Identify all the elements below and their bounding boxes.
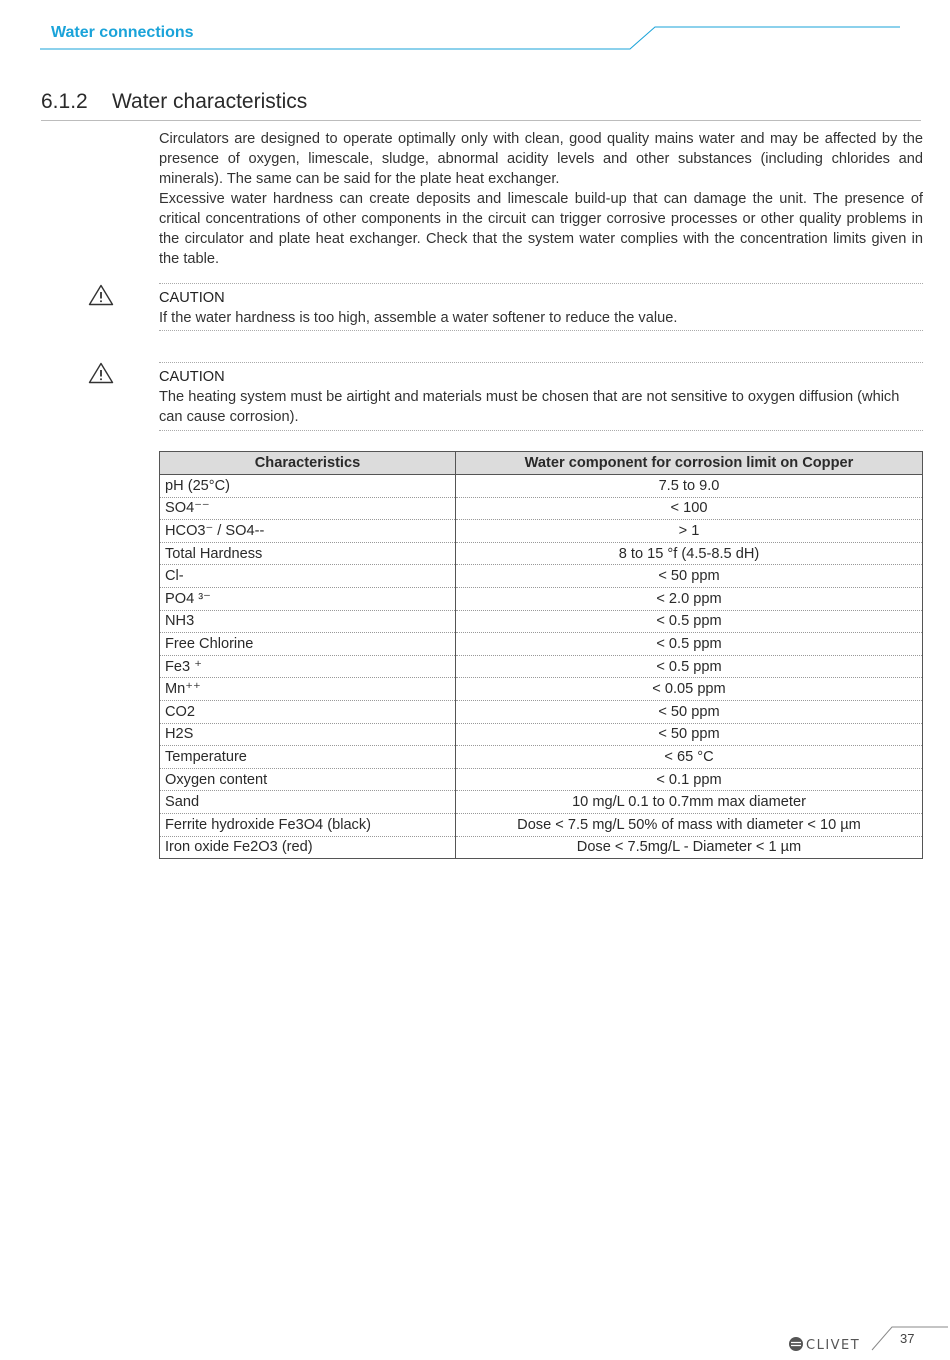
cell-limit: < 0.5 ppm xyxy=(456,655,923,678)
section-title: Water characteristics xyxy=(112,90,308,113)
cell-characteristic: SO4⁻⁻ xyxy=(160,497,456,520)
table-row xyxy=(160,520,923,543)
table-row xyxy=(160,655,923,678)
table-row xyxy=(160,700,923,723)
cell-limit: < 65 °C xyxy=(456,746,923,769)
cell-limit: 10 mg/L 0.1 to 0.7mm max diameter xyxy=(456,791,923,814)
cell-characteristic: Sand xyxy=(160,791,456,814)
cell-characteristic: Fe3 ⁺ xyxy=(160,655,456,678)
table-row xyxy=(160,610,923,633)
table-header-row xyxy=(160,452,923,475)
cell-limit: < 100 xyxy=(456,497,923,520)
cell-characteristic: H2S xyxy=(160,723,456,746)
cell-limit: < 0.5 ppm xyxy=(456,633,923,656)
cell-characteristic: PO4 ³⁻ xyxy=(160,587,456,610)
cell-limit: < 0.1 ppm xyxy=(456,768,923,791)
table-row xyxy=(160,633,923,656)
cell-characteristic: Temperature xyxy=(160,746,456,769)
caution-text: If the water hardness is too high, assemble a water softener to reduce the value. xyxy=(159,310,678,326)
column-header-limit: Water component for corrosion limit on Copper xyxy=(456,452,923,475)
table-row xyxy=(160,678,923,701)
logo-text: CLIVET xyxy=(806,1338,861,1353)
warning-triangle-icon xyxy=(88,284,114,306)
cell-characteristic: pH (25°C) xyxy=(160,475,456,498)
paragraph-1: Circulators are designed to operate optimally only with clean, good quality mains water and may be affected by the presence of oxygen, limescale, sludge, abnormal acidity levels and other substances (including chlorides and minerals). The same can be said for the plate heat exchanger. xyxy=(159,131,923,187)
table-row xyxy=(160,768,923,791)
cell-limit: < 0.05 ppm xyxy=(456,678,923,701)
caution-text: The heating system must be airtight and materials must be chosen that are not sensitive to oxygen diffusion (which can cause corrosion). xyxy=(159,389,900,425)
table-row xyxy=(160,497,923,520)
table-row xyxy=(160,542,923,565)
warning-triangle-icon xyxy=(88,362,114,384)
cell-characteristic: Ferrite hydroxide Fe3O4 (black) xyxy=(160,813,456,836)
cell-limit: < 0.5 ppm xyxy=(456,610,923,633)
cell-limit: Dose < 7.5 mg/L 50% of mass with diameter < 10 µm xyxy=(456,813,923,836)
caution-label: CAUTION xyxy=(159,369,225,385)
cell-characteristic: Total Hardness xyxy=(160,542,456,565)
table-row xyxy=(160,813,923,836)
cell-limit: < 2.0 ppm xyxy=(456,587,923,610)
cell-characteristic: Oxygen content xyxy=(160,768,456,791)
table-row xyxy=(160,746,923,769)
caution-box-1 xyxy=(159,283,923,331)
clivet-logo xyxy=(788,1335,872,1353)
cell-characteristic: Cl- xyxy=(160,565,456,588)
water-characteristics-table xyxy=(159,451,923,859)
table-row xyxy=(160,475,923,498)
cell-limit: < 50 ppm xyxy=(456,700,923,723)
section-heading xyxy=(41,90,921,121)
paragraph-2: Excessive water hardness can create deposits and limescale build-up that can damage the unit. The presence of critical concentrations of other components in the circuit can trigger corrosive processes or other quality problems in the circulator and plate heat exchanger. Check that the system water complies with the concentration limits given in the table. xyxy=(159,191,923,267)
page-number: 37 xyxy=(900,1331,915,1346)
cell-characteristic: HCO3⁻ / SO4-- xyxy=(160,520,456,543)
table-row xyxy=(160,723,923,746)
caution-label: CAUTION xyxy=(159,290,225,306)
cell-limit: < 50 ppm xyxy=(456,565,923,588)
table-row xyxy=(160,791,923,814)
header-title: Water connections xyxy=(51,24,194,41)
cell-characteristic: Iron oxide Fe2O3 (red) xyxy=(160,836,456,859)
table-body xyxy=(160,475,923,859)
cell-limit: < 50 ppm xyxy=(456,723,923,746)
cell-limit: > 1 xyxy=(456,520,923,543)
cell-characteristic: Free Chlorine xyxy=(160,633,456,656)
section-number: 6.1.2 xyxy=(41,90,88,113)
cell-limit: 7.5 to 9.0 xyxy=(456,475,923,498)
table-row xyxy=(160,565,923,588)
column-header-characteristics: Characteristics xyxy=(160,452,456,475)
caution-box-2 xyxy=(159,362,923,431)
cell-characteristic: CO2 xyxy=(160,700,456,723)
cell-limit: Dose < 7.5mg/L - Diameter < 1 µm xyxy=(456,836,923,859)
cell-characteristic: NH3 xyxy=(160,610,456,633)
cell-limit: 8 to 15 °f (4.5-8.5 dH) xyxy=(456,542,923,565)
table-row xyxy=(160,836,923,859)
cell-characteristic: Mn⁺⁺ xyxy=(160,678,456,701)
table-row xyxy=(160,587,923,610)
